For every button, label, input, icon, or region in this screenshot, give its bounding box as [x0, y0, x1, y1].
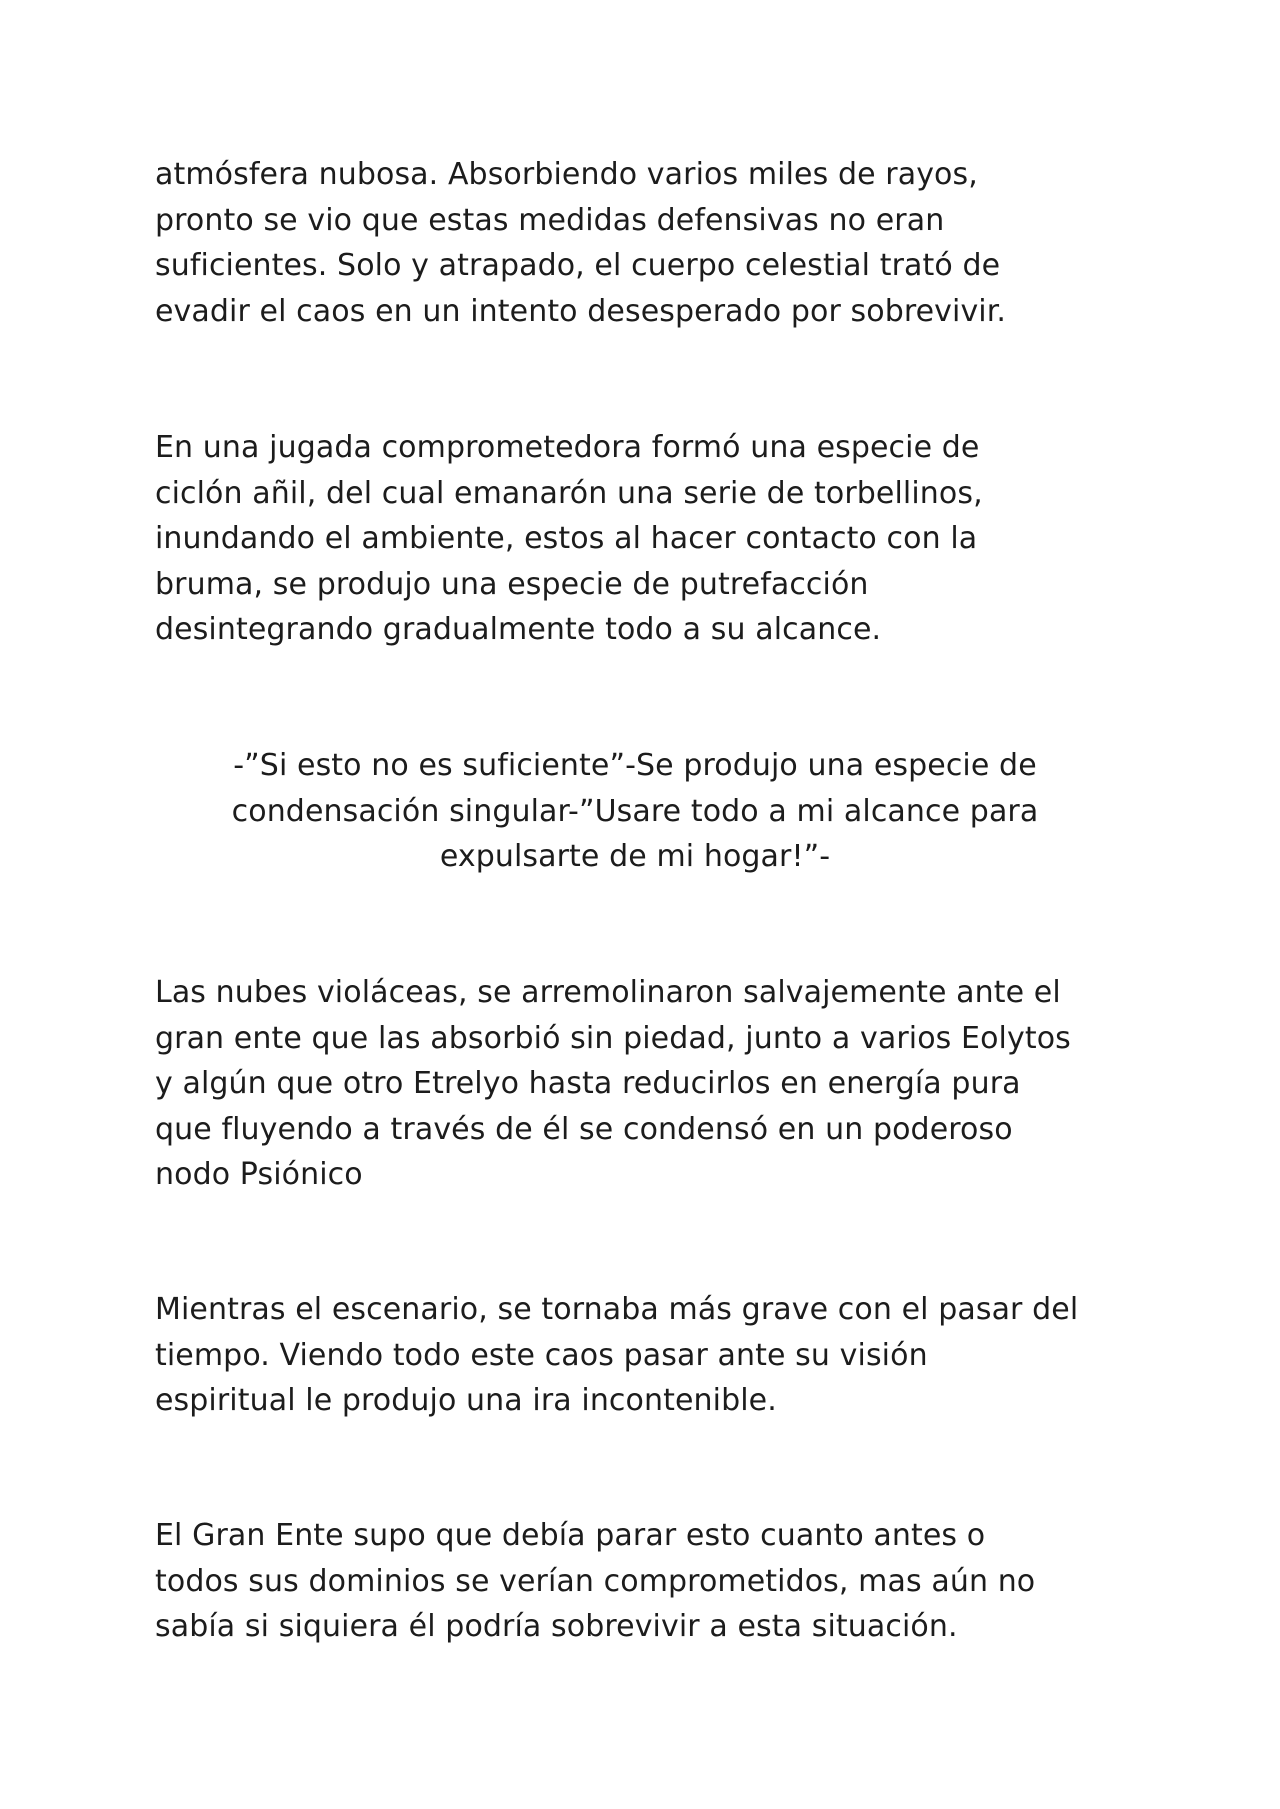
paragraph-5 [155, 1287, 1135, 1424]
text-line: ciclón añil, del cual emanarón una serie de torbellinos, [155, 475, 983, 511]
text-line: y algún que otro Etrelyo hasta reducirlos en energía pura [155, 1066, 1021, 1101]
text-line: tiempo. Viendo todo este caos pasar ante su visión [155, 1337, 928, 1373]
text-line: Las nubes violáceas, se arremolinaron salvajemente ante el [155, 975, 1061, 1010]
text-line: que fluyendo a través de él se condensó en un poderoso [155, 1111, 1013, 1147]
text-line: evadir el caos en un intento desesperado por sobrevivir. [155, 293, 1007, 329]
text-line: El Gran Ente supo que debía parar esto cuanto antes o [155, 1518, 986, 1553]
dialogue-paragraph [155, 743, 1115, 880]
text-line: En una jugada comprometedora formó una especie de [155, 430, 980, 465]
text-line: expulsarte de mi hogar!”- [439, 839, 831, 874]
text-line: desintegrando gradualmente todo a su alcance. [155, 612, 882, 647]
text-line: condensación singular-”Usare todo a mi alcance para [231, 793, 1039, 829]
text-line: atmósfera nubosa. Absorbiendo varios miles de rayos, [155, 157, 978, 192]
text-line: nodo Psiónico [155, 1157, 363, 1192]
text-line: espiritual le produjo una ira incontenible. [155, 1383, 777, 1418]
text-line: pronto se vio que estas medidas defensivas no eran [155, 202, 945, 238]
text-line: sabía si siquiera él podría sobrevivir a esta situación. [155, 1609, 958, 1644]
paragraph-2 [155, 425, 1135, 653]
text-line: suficientes. Solo y atrapado, el cuerpo celestial trató de [155, 248, 1001, 283]
text-line: gran ente que las absorbió sin piedad, junto a varios Eolytos [155, 1020, 1071, 1056]
paragraph-4 [155, 970, 1135, 1198]
text-line: inundando el ambiente, estos al hacer contacto con la [155, 521, 978, 556]
text-line: Mientras el escenario, se tornaba más grave con el pasar del [155, 1292, 1079, 1327]
text-line: todos sus dominios se verían comprometidos, mas aún no [155, 1563, 1036, 1599]
paragraph-6 [155, 1513, 1135, 1650]
text-line: bruma, se produjo una especie de putrefacción [155, 566, 869, 602]
paragraph-1 [155, 152, 1135, 334]
text-line: -”Si esto no es suficiente”-Se produjo una especie de [233, 748, 1037, 783]
